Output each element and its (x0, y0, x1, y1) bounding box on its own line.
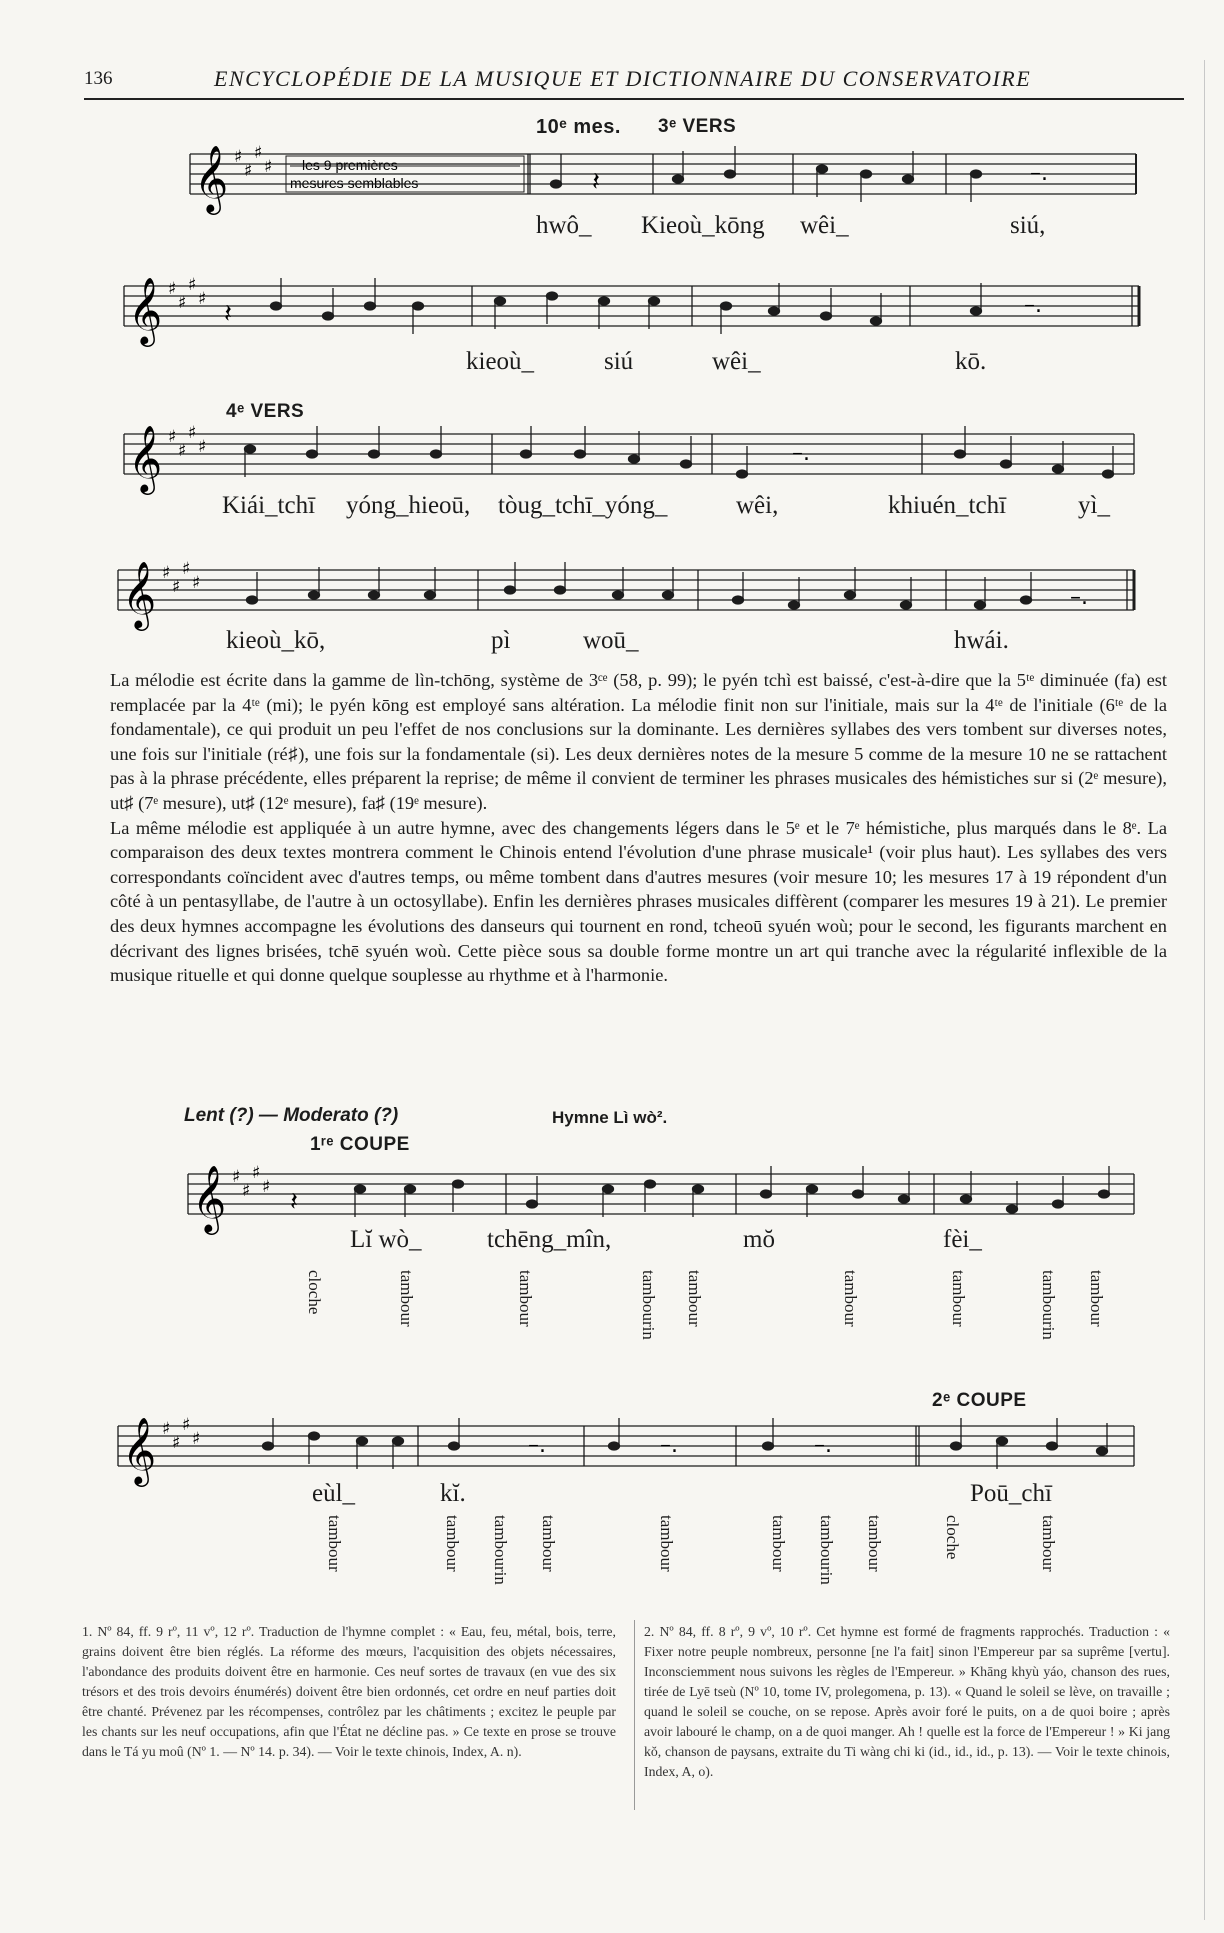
hymn-title: Hymne Lì wò². (552, 1108, 668, 1127)
staff-6 (118, 1415, 1148, 1484)
lyric: woū_ (583, 627, 639, 654)
svg-text:𝄞: 𝄞 (194, 144, 229, 212)
svg-text:mesures semblables: mesures semblables (290, 175, 419, 191)
svg-text:–.: –. (528, 1433, 546, 1458)
footnote-divider (634, 1620, 635, 1810)
lyric: kō. (955, 348, 987, 375)
svg-text:𝄽: 𝄽 (290, 1187, 298, 1217)
lyric: eùl_ (312, 1480, 356, 1507)
lyric: Poū_chī (970, 1480, 1052, 1507)
lyric: Kiái_tchī (222, 492, 316, 519)
instrument-label: tambour (516, 1270, 535, 1327)
lyric: yì_ (1078, 492, 1110, 519)
svg-text:𝄞: 𝄞 (128, 424, 163, 492)
staff-1 (190, 143, 1140, 212)
svg-text:♯: ♯ (188, 275, 197, 295)
staff-4 (118, 559, 1148, 628)
svg-text:♯: ♯ (264, 157, 273, 177)
staff-3 (124, 423, 1144, 492)
page-header (84, 66, 1184, 100)
instrument-label: tambour (657, 1515, 676, 1572)
instrument-label: tambour (443, 1515, 462, 1572)
svg-text:♯: ♯ (244, 161, 253, 181)
lyric: hwái. (954, 627, 1009, 654)
lyric: mŏ (743, 1226, 775, 1253)
svg-text:𝄽: 𝄽 (592, 167, 600, 197)
lyric: wêi_ (800, 212, 849, 239)
svg-text:♯: ♯ (232, 1167, 241, 1187)
svg-text:–.: –. (660, 1433, 678, 1458)
svg-text:–.: –. (1030, 161, 1048, 186)
svg-text:♯: ♯ (168, 279, 177, 299)
instrument-label: tambourin (491, 1515, 510, 1585)
instrument-label: tambourin (1039, 1270, 1058, 1340)
svg-text:♯: ♯ (252, 1163, 261, 1183)
instrument-label: tambour (949, 1270, 968, 1327)
measure-10-label: 10ᵉ mes. (536, 116, 621, 138)
paragraph: La même mélodie est appliquée à un autre hymne, avec des changements légers dans le 5ᵉ et le 7ᵉ hémistiche, plus marqués dans le 8ᵉ. La comparaison des deux textes montrera comment le Chinois entend l'évolution d'une phrase musicale¹ (voir plus haut). Les syllabes des vers correspondants coïncident avec d'autres temps, ou même tombent dans d'autres mesures (voir mesure 10; les mesures 17 à 19 répondent d'un côté à un pentasyllabe, de l'autre à un octosyllabe). Enfin les dernières phrases musicales diffèrent (comparer les mesures 19 à 21). Le premier des deux hymnes accompagne les évolutions des danseurs qui tournent en rond, tcheoū syuén woù; pour le second, les figurants marchent en décrivant des lignes brisées, tchē syuén woù. Cette pièce sous sa double forme montre un art qui tranche avec la régularité inflexible de la musique rituelle et qui donne quelque souplesse au rhythme et à l'harmonie. (110, 817, 1167, 986)
lyric: wêi_ (712, 348, 761, 375)
running-title: ENCYCLOPÉDIE DE LA MUSIQUE ET DICTIONNAIRE DU CONSERVATOIRE (214, 66, 1032, 91)
staff-2 (124, 275, 1144, 344)
instrument-label: tambour (397, 1270, 416, 1327)
svg-text:𝄽: 𝄽 (224, 299, 232, 329)
instrument-label: tambourin (817, 1515, 836, 1585)
lyric: Kieoù_kōng (641, 212, 765, 239)
instrument-label: tambour (865, 1515, 884, 1572)
svg-text:♯: ♯ (178, 293, 187, 313)
svg-text:♯: ♯ (242, 1181, 251, 1201)
svg-text:𝄞: 𝄞 (192, 1164, 227, 1232)
instrument-label: tambour (1039, 1515, 1058, 1572)
svg-text:♯: ♯ (234, 147, 243, 167)
svg-text:♯: ♯ (192, 1429, 201, 1449)
lyric: khiuén_tchī (888, 492, 1007, 519)
svg-text:–.: –. (814, 1433, 832, 1458)
lyric: siú (604, 348, 634, 375)
vers-3-label: 3ᵉ VERS (658, 116, 737, 137)
lyric: yóng_hieoū, (346, 492, 471, 519)
svg-text:♯: ♯ (254, 143, 263, 163)
svg-text:–.: –. (1024, 293, 1042, 318)
lyric: siú, (1010, 212, 1046, 239)
svg-text:𝄞: 𝄞 (122, 1416, 157, 1484)
lyric: tòug_tchī_yóng_ (498, 492, 668, 519)
svg-text:𝄞: 𝄞 (122, 560, 157, 628)
footnote-1: 1. Nº 84, ff. 9 rº, 11 vº, 12 rº. Traduction de l'hymne complet : « Eau, feu, métal, bois, terre, grains doivent être bien réglés. La réforme des mœurs, l'acquisition des objets nécessaires, l'abondance des produits doivent être en harmonie. Ces neuf sortes de travaux (en vue des six trésors et des trois devoirs énumérés) doivent être bien ordonnés, cet ordre en neuf parties doit être chanté. Prévenez par les récompenses, contrôlez par les châtiments ; excitez le peuple par les chants sur les neuf occupations, afin que l'État ne décline pas. » Ce texte en prose se trouve dans le Tá yu moû (Nº 1. — Nº 14. p. 34). — Voir le texte chinois, Index, A. n). (82, 1624, 616, 1759)
lyric: kieoù_ (466, 348, 535, 375)
svg-text:♯: ♯ (172, 577, 181, 597)
staff-5 (188, 1163, 1138, 1232)
svg-text:♯: ♯ (262, 1177, 271, 1197)
lyric: Lĭ wò_ (350, 1226, 422, 1253)
coupe-2-label: 2ᵉ COUPE (932, 1390, 1027, 1411)
svg-text:♯: ♯ (162, 563, 171, 583)
body-text (110, 668, 1167, 988)
svg-text:♯: ♯ (188, 423, 197, 443)
footnote-2: 2. Nº 84, ff. 8 rº, 9 vº, 10 rº. Cet hymne est formé de fragments rapprochés. Traduction : « Fixer notre peuple nombreux, personne [ne l'a fait] sinon l'Empereur par sa suprême [vertu]. Inconsciemment nous suivons les règles de l'Empereur. » Khāng khyù yáo, chanson des rues, tirée de Lyē tseù (Nº 10, tome IV, prolegomena, p. 13). « Quand le soleil se lève, on travaille ; quand le soleil se couche, on se repose. Après avoir foré le puits, on a de quoi boire ; après avoir labouré le champ, on a de quoi manger. Ah ! quelle est la force de l'Empereur ! » Ki jang kŏ, chanson de paysans, extraite du Ti wàng chi ki (id., id., id., p. 13). — Voir le texte chinois, Index, A, o). (644, 1624, 1170, 1779)
lyric: kĭ. (440, 1480, 466, 1507)
instrument-label: tambour (325, 1515, 344, 1572)
instrument-label: cloche (305, 1270, 324, 1315)
svg-text:♯: ♯ (162, 1419, 171, 1439)
lyric: hwô_ (536, 212, 592, 239)
instrument-label: cloche (943, 1515, 962, 1560)
lyric: kieoù_kō, (226, 627, 326, 654)
svg-text:♯: ♯ (168, 427, 177, 447)
lyric: tchēng_mîn, (487, 1226, 612, 1253)
lyric: pì (491, 627, 511, 654)
instrument-label: tambour (769, 1515, 788, 1572)
svg-text:♯: ♯ (182, 559, 191, 579)
svg-text:♯: ♯ (182, 1415, 191, 1435)
svg-text:♯: ♯ (192, 573, 201, 593)
svg-text:♯: ♯ (178, 441, 187, 461)
paragraph: La mélodie est écrite dans la gamme de lìn-tchōng, système de 3ᶜᵉ (58, p. 99); le pyén tchì est baissé, c'est-à-dire que la 5ᵗᵉ diminuée (fa) est remplacée par la 4ᵗᵉ (mi); le pyén kōng est employé sans altération. La mélodie finit non sur l'initiale, mais sur la 4ᵗᵉ de l'initiale (6ᵗᵉ de la fondamentale), ce qui produit un peu l'effet de nos conclusions sur la dominante. Les dernières syllabes des vers tombent sur diverses notes, une fois sur l'initiale (ré♯), une fois sur la fondamentale (si). Les deux dernières notes de la mesure 5 comme de la mesure 10 ne se rattachent pas à la phrase précédente, elles préparent la reprise; de même il convient de terminer les phrases musicales des hémistiches sur si (2ᵉ mesure), ut♯ (7ᵉ mesure), ut♯ (12ᵉ mesure), fa♯ (19ᵉ mesure). (110, 670, 1167, 813)
vers-4-label: 4ᵉ VERS (226, 401, 305, 422)
lyric: wêi, (736, 492, 779, 519)
coupe-1-label: 1ʳᵉ COUPE (310, 1134, 410, 1155)
instrument-label: tambour (685, 1270, 704, 1327)
instrument-label: tambour (841, 1270, 860, 1327)
lyric: fèi_ (943, 1226, 982, 1253)
svg-text:𝄞: 𝄞 (128, 276, 163, 344)
svg-text:–.: –. (792, 441, 810, 466)
tempo-marking: Lent (?) — Moderato (?) (184, 1105, 399, 1126)
margin-rule (1204, 60, 1205, 1920)
instrument-label: tambourin (639, 1270, 658, 1340)
svg-text:♯: ♯ (198, 437, 207, 457)
svg-text:♯: ♯ (198, 289, 207, 309)
instrument-label: tambour (539, 1515, 558, 1572)
svg-text:les 9 premières: les 9 premières (302, 157, 398, 173)
svg-text:♯: ♯ (172, 1433, 181, 1453)
page-number: 136 (84, 68, 113, 89)
svg-text:–.: –. (1070, 585, 1088, 610)
instrument-label: tambour (1087, 1270, 1106, 1327)
